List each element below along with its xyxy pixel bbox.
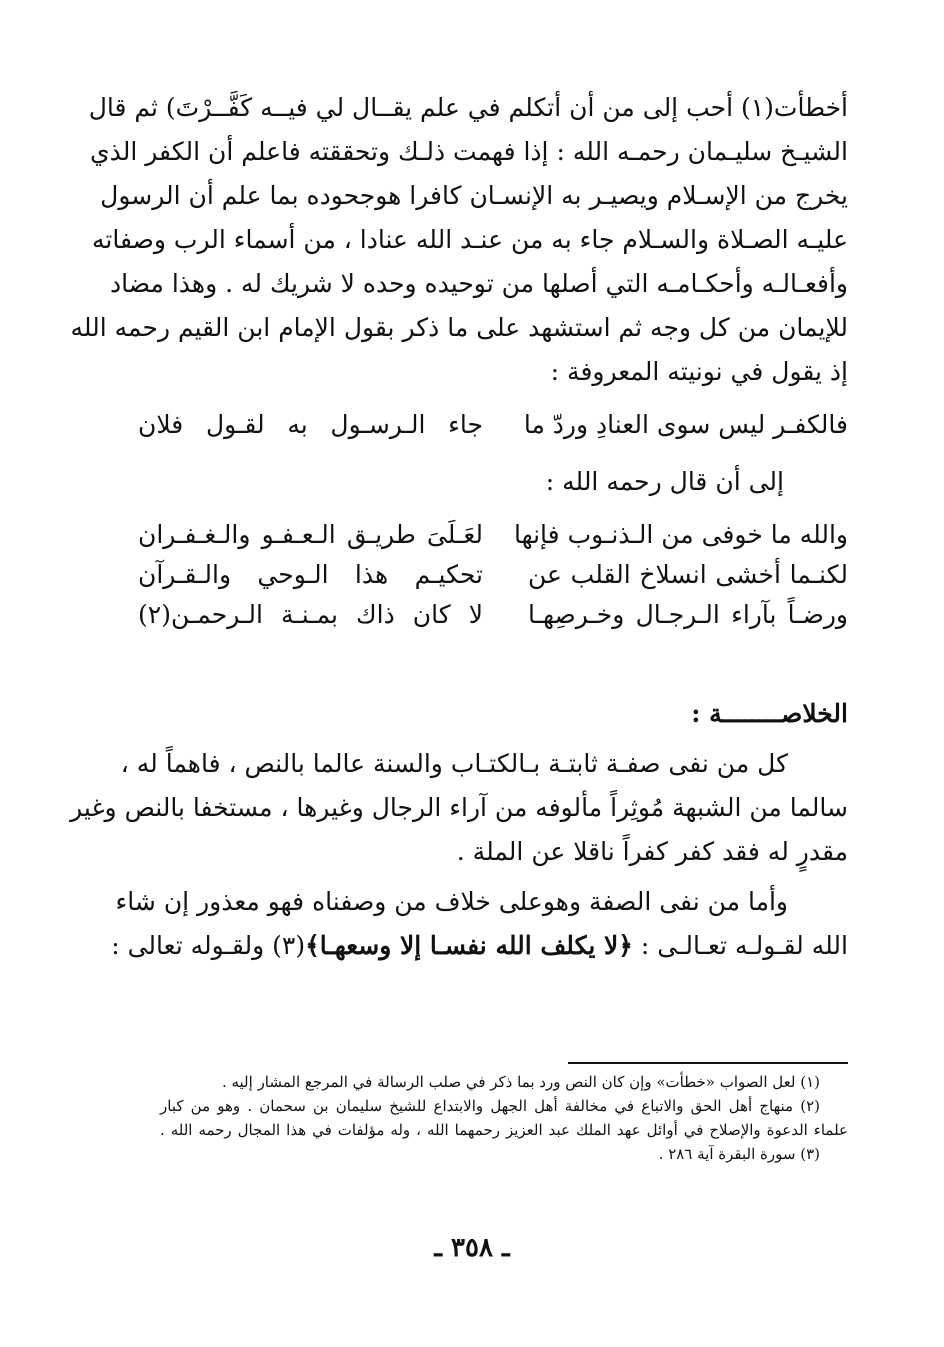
poem-verse (138, 555, 848, 595)
text-line: وأما من نفى الصفة وهوعلى خلاف من وصفناه فهو معذور إن شاء (115, 887, 788, 916)
verse-second-hemistich: تحكيـم هذا الـوحي والـقـرآن (138, 560, 483, 589)
verse-first-hemistich: ورضـاً بآراء الـرجـال وخـرصِهـا (528, 600, 848, 629)
footnote: (٣) سورة البقرة آية ٢٨٦ . (658, 1145, 820, 1163)
text-line: للإيمان من كل وجه ثم استشهد على ما ذكر بقول الإمام ابن القيم رحمه الله (70, 313, 848, 342)
poem-verse-block (138, 405, 848, 445)
footnotes (160, 1070, 848, 1166)
poem-verse (138, 515, 848, 555)
text-span: (٣) ولقـوله تعالى : (111, 931, 306, 960)
text-line: أخطأت(١) أحب إلى من أن أتكلم في علم يقــال لي فيــه كَفَّــرْتَ) ثم قال (88, 93, 848, 122)
text-line: الشيـخ سليـمان رحمـه الله : إذا فهمت ذلـك وتحققته فاعلم أن الكفر الذي (90, 137, 848, 166)
poem-block (138, 515, 848, 635)
text-line: كل من نفى صفـة ثابتـة بـالكتـاب والسنة عالما بالنص ، فاهماً له ، (120, 749, 788, 778)
section-heading: الخلاصــــــــة : (691, 699, 848, 728)
summary-paragraph-2 (111, 880, 848, 968)
poem-verse (138, 405, 848, 445)
text-span: الله لقـولـه تعـالـى : (632, 931, 848, 960)
poem-intro-line: إلى أن قال رحمه الله : (545, 467, 784, 496)
verse-first-hemistich: والله ما خوفى من الـذنـوب فإنها (513, 520, 848, 549)
verse-second-hemistich: لا كان ذاك بمـنـة الـرحمـن(٢) (138, 600, 483, 629)
body-paragraph (70, 86, 848, 394)
poem-verse (138, 595, 848, 635)
text-line: وأفعـالـه وأحكـامـه التي أصلها من توحيده وحده لا شريك له . وهذا مضاد (110, 269, 848, 298)
verse-first-hemistich: فالكفـر ليس سوى العنادِ وردّ ما (523, 410, 848, 439)
verse-second-hemistich: جاء الـرسـول به لقـول فلان (138, 410, 483, 439)
text-line: مقدرٍ له فقد كفر كفراً ناقلا عن الملة . (456, 837, 848, 866)
footnote: (١) لعل الصواب «خطأت» وإن كان النص ورد بما ذكر في صلب الرسالة في المرجع المشار إليه . (221, 1073, 820, 1091)
footnote-continuation: علماء الدعوة والإصلاح في أوائل عهد الملك عبد العزيز رحمهما الله ، وله مؤلفات في هذا المجال رحمه الله . (160, 1121, 848, 1139)
quran-verse: ﴿لا يكلف الله نفسـا إلا وسعهـا﴾ (305, 931, 633, 960)
text-line: سالما من الشبهة مُوثِراً مألوفه من آراء الرجال وغيرها ، مستخفا بالنص وغير (70, 793, 848, 822)
text-line: عليـه الصـلاة والسـلام جاء به من عنـد الله عنادا ، من أسماء الرب وصفاته (92, 225, 848, 254)
verse-first-hemistich: لكنـما أخشى انسلاخ القلب عن (528, 560, 848, 589)
footnote: (٢) منهاج أهل الحق والاتباع في مخالفة أهل الجهل والابتداع للشيخ سليمان بن سحمان . وهو من كبار (160, 1097, 820, 1115)
text-line: يخرج من الإسـلام ويصيـر به الإنسـان كافرا هوجحوده بما علم أن الرسول (100, 181, 848, 210)
summary-paragraph (70, 742, 848, 874)
text-line: إذ يقول في نونيته المعروفة : (550, 357, 848, 386)
footnote-divider (568, 1062, 848, 1064)
text-line (111, 924, 848, 968)
verse-second-hemistich: لعَـلَىَ طريـق الـعـفـو والـغـفـران (138, 520, 483, 549)
page-number: ـ ٣٥٨ ـ (434, 1233, 510, 1263)
